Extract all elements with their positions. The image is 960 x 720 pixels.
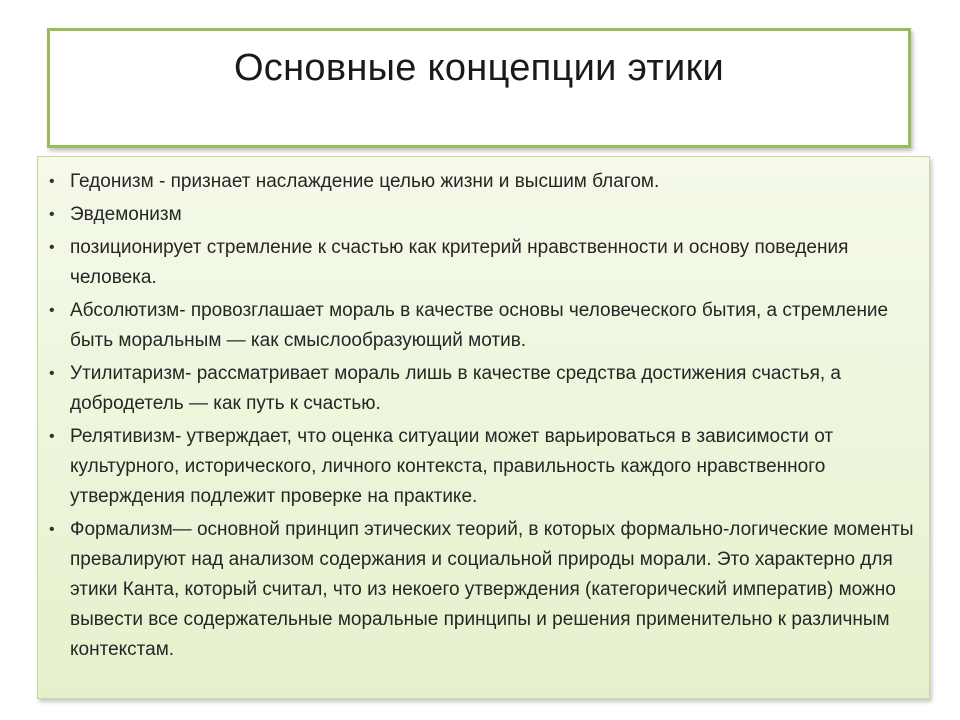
bullet-text: Утилитаризм- рассматривает мораль лишь в качестве средства достижения счастья, а добродетель — как путь к счастью. [70, 363, 842, 414]
content-box [37, 156, 930, 699]
bullet-text: Абсолютизм- провозглашает мораль в качестве основы человеческого бытия, а стремление быть моральным — как смыслообразующий мотив. [70, 300, 889, 351]
bullet-icon: • [49, 173, 55, 190]
bullet-item-hedonism [49, 167, 918, 197]
bullet-icon: • [49, 206, 55, 223]
bullet-text: Формализм— основной принцип этических теорий, в которых формально-логические моменты превалируют над анализом содержания и социальной природы морали. Это характерно для этики Канта, который считал, что из некоего утверждения (категорический императив) можно вывести все содержательные моральные принципы и решения применительно к различным контекстам. [70, 519, 914, 660]
bullet-text: Эвдемонизм [70, 204, 182, 225]
bullet-icon: • [49, 365, 55, 382]
title-box [47, 28, 911, 148]
bullet-icon: • [49, 428, 55, 445]
bullet-icon: • [49, 521, 55, 538]
bullet-text: позиционирует стремление к счастью как критерий нравственности и основу поведения человека. [70, 237, 849, 288]
bullet-list [49, 167, 918, 668]
bullet-icon: • [49, 239, 55, 256]
bullet-item-formalism [49, 515, 918, 665]
bullet-item-relativism [49, 422, 918, 512]
bullet-item-eudaimonism-description [49, 233, 918, 293]
bullet-text: Релятивизм- утверждает, что оценка ситуации может варьироваться в зависимости от культурного, исторического, личного контекста, правильность каждого нравственного утверждения подлежит проверке на практике. [70, 426, 834, 507]
bullet-item-eudaimonism [49, 200, 918, 230]
bullet-text: Гедонизм - признает наслаждение целью жизни и высшим благом. [70, 171, 660, 192]
bullet-item-absolutism [49, 296, 918, 356]
bullet-icon: • [49, 302, 55, 319]
slide-title: Основные концепции этики [233, 47, 725, 89]
bullet-item-utilitarianism [49, 359, 918, 419]
